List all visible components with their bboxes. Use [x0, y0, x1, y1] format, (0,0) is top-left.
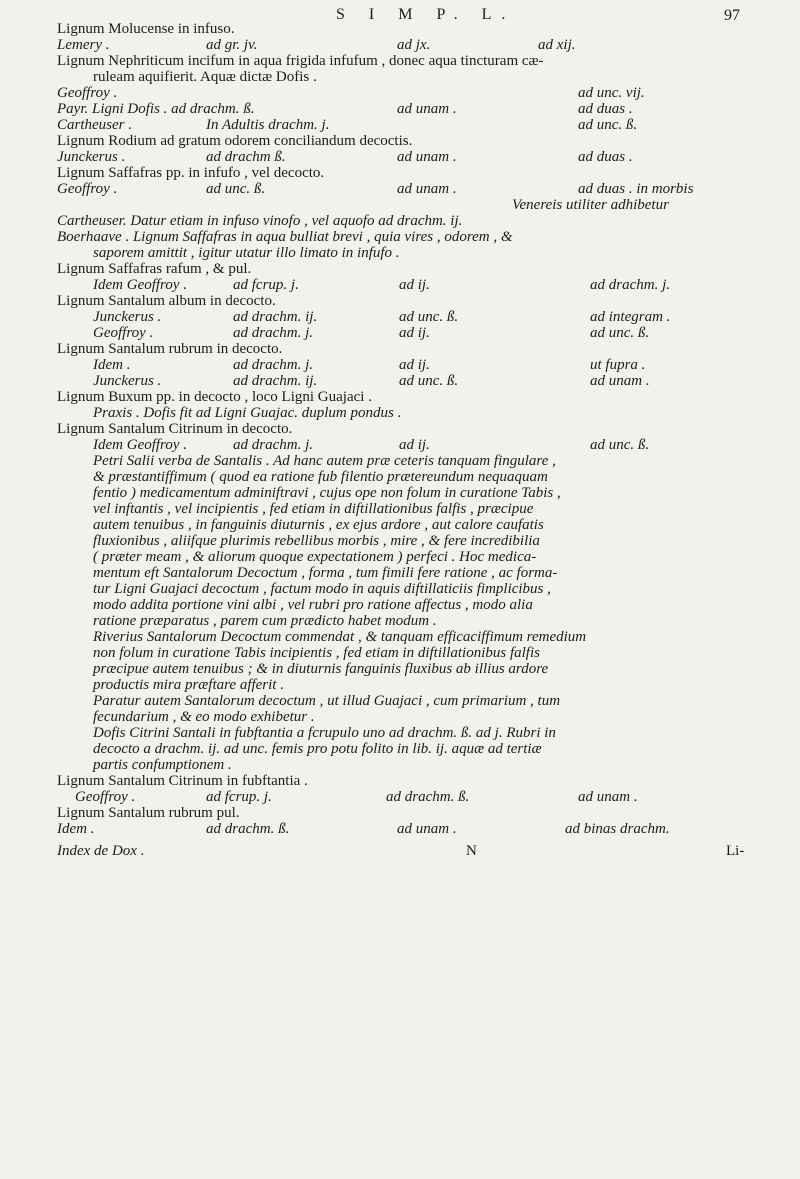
text-line: Petri Salii verba de Santalis . Ad hanc autem præ ceteris tanquam fingulare , — [93, 453, 556, 469]
text-line: ad drachm. ij. — [233, 373, 318, 389]
text-line: ad drachm. ij. — [233, 309, 318, 325]
text-line: Lemery . — [57, 37, 110, 53]
text-line: ad drachm. ß. — [206, 821, 290, 837]
text-line: Lignum Santalum rubrum pul. — [57, 805, 240, 821]
text-line: præcipue autem tenuibus ; & in diuturnis fanguinis fluxibus ab illius ardore — [93, 661, 549, 677]
text-line: ad unam . — [397, 181, 457, 197]
text-line: Cartheuser . — [57, 117, 132, 133]
text-line: mentum eft Santalorum Decoctum , forma , tum fimili fere ratione , ac forma- — [93, 565, 558, 581]
text-line: ad fcrup. j. — [233, 277, 299, 293]
text-line: ad unc. ß. — [590, 437, 650, 453]
text-line: In Adultis drachm. j. — [206, 117, 330, 133]
text-line: ad duas . in morbis — [578, 181, 694, 197]
text-line: Praxis . Dofis fit ad Ligni Guajac. duplum pondus . — [93, 405, 402, 421]
text-line: Lignum Saffafras rafum , & pul. — [57, 261, 252, 277]
text-line: Payr. Ligni Dofis . ad drachm. ß. — [57, 101, 255, 117]
text-line: Boerhaave . Lignum Saffafras in aqua bulliat brevi , quia vires , odorem , & — [57, 229, 513, 245]
text-line: ratione præparatus , parem cum prædicto habet modum . — [93, 613, 437, 629]
text-line: ad ij. — [399, 437, 430, 453]
text-line: ad unam . — [590, 373, 650, 389]
text-line: ut fupra . — [590, 357, 646, 373]
running-head: S I M P. L. — [336, 6, 516, 23]
text-line: ad duas . — [578, 149, 633, 165]
text-line: modo addita portione vini albi , vel rubri pro ratione affectus , modo alia — [93, 597, 533, 613]
text-line: Junckerus . — [93, 309, 162, 325]
text-line: Lignum Santalum rubrum in decocto. — [57, 341, 283, 357]
text-line: Lignum Nephriticum incifum in aqua frigida infufum , donec aqua tincturam cæ- — [57, 53, 544, 69]
text-line: ad drachm. ß. — [386, 789, 470, 805]
text-line: tur Ligni Guajaci decoctum , factum modo in aquis diftillaticiis fimplicibus , — [93, 581, 551, 597]
text-line: Riverius Santalorum Decoctum commendat , & tanquam efficaciffimum remedium — [93, 629, 587, 645]
text-line: Paratur autem Santalorum decoctum , ut illud Guajaci , cum primarium , tum — [93, 693, 561, 709]
text-line: Junckerus . — [57, 149, 126, 165]
text-line: Geoffroy . — [57, 181, 118, 197]
text-line: autem tenuibus , in fanguinis diuturnis , ex ejus ardore , aut calore caufatis — [93, 517, 544, 533]
text-line: ad jx. — [397, 37, 431, 53]
text-line: ad drachm. j. — [233, 325, 313, 341]
text-line: ad unc. vij. — [578, 85, 645, 101]
text-line: & præstantiffimum ( quod ea ratione fub filentio prætereundum nequaquam — [93, 469, 548, 485]
footer-title: Index de Dox . — [57, 843, 145, 859]
text-line: fluxionibus , aliifque plurimis rebellibus morbis , mire , & fere incredibilia — [93, 533, 540, 549]
text-line: ad xij. — [538, 37, 576, 53]
text-line: ad fcrup. j. — [206, 789, 272, 805]
text-line: ad duas . — [578, 101, 633, 117]
text-line: ad drachm. j. — [590, 277, 670, 293]
text-line: ad binas drachm. — [565, 821, 670, 837]
text-line: ruleam aquifierit. Aquæ dictæ Dofis . — [93, 69, 317, 85]
text-line: Lignum Rodium ad gratum odorem conciliandum decoctis. — [57, 133, 413, 149]
text-line: ad ij. — [399, 325, 430, 341]
text-line: Geoffroy . — [75, 789, 136, 805]
text-line: productis mira præftare afferit . — [93, 677, 284, 693]
text-line: Idem Geoffroy . — [93, 437, 187, 453]
text-line: ad unc. ß. — [206, 181, 266, 197]
text-line: ad unc. ß. — [578, 117, 638, 133]
signature-mark: N — [466, 843, 477, 859]
text-line: Lignum Molucense in infuso. — [57, 21, 235, 37]
text-line: ad unam . — [397, 149, 457, 165]
text-line: ( præter meam , & aliorum quoque expectationem ) perfeci . Hoc medica- — [93, 549, 537, 565]
text-line: ad integram . — [590, 309, 671, 325]
text-line: ad unam . — [397, 821, 457, 837]
text-line: ad unc. ß. — [399, 373, 459, 389]
text-line: Lignum Buxum pp. in decocto , loco Ligni Guajaci . — [57, 389, 372, 405]
text-line: fecundarium , & eo modo exhibetur . — [93, 709, 315, 725]
text-line: saporem amittit , igitur utatur illo limato in infufo . — [93, 245, 400, 261]
text-line: ad unam . — [578, 789, 638, 805]
text-line: Venereis utiliter adhibetur — [512, 197, 669, 213]
text-line: Idem Geoffroy . — [93, 277, 187, 293]
text-line: ad unam . — [397, 101, 457, 117]
text-line: non folum in curatione Tabis incipientis , fed etiam in diftillationibus falfis — [93, 645, 540, 661]
text-line: decocto a drachm. ij. ad unc. femis pro potu folito in lib. ij. aquæ ad tertiæ — [93, 741, 542, 757]
text-line: Junckerus . — [93, 373, 162, 389]
text-line: vel inftantis , vel incipientis , fed etiam in diftillationibus falfis , præcipue — [93, 501, 534, 517]
text-line: Idem . — [93, 357, 131, 373]
text-line: Lignum Santalum album in decocto. — [57, 293, 276, 309]
text-line: ad unc. ß. — [590, 325, 650, 341]
text-line: fentio ) medicamentum adminiftravi , cujus ope non folum in curatione Tabis , — [93, 485, 561, 501]
text-line: Idem . — [57, 821, 95, 837]
text-line: Dofis Citrini Santali in fubftantia a fcrupulo uno ad drachm. ß. ad j. Rubri in — [93, 725, 556, 741]
text-line: partis confumptionem . — [93, 757, 232, 773]
text-line: ad drachm. j. — [233, 357, 313, 373]
text-line: ad drachm. j. — [233, 437, 313, 453]
page-number: 97 — [724, 7, 740, 24]
text-line: ad unc. ß. — [399, 309, 459, 325]
text-line: Lignum Santalum Citrinum in fubftantia . — [57, 773, 308, 789]
text-line: Geoffroy . — [57, 85, 118, 101]
text-line: Cartheuser. Datur etiam in infuso vinofo , vel aquofo ad drachm. ij. — [57, 213, 463, 229]
text-line: ad ij. — [399, 277, 430, 293]
text-line: Geoffroy . — [93, 325, 154, 341]
text-line: Lignum Saffafras pp. in infufo , vel decocto. — [57, 165, 325, 181]
text-line: ad drachm ß. — [206, 149, 286, 165]
text-line: ad ij. — [399, 357, 430, 373]
catchword: Li- — [726, 843, 745, 859]
text-line: Lignum Santalum Citrinum in decocto. — [57, 421, 293, 437]
text-line: ad gr. jv. — [206, 37, 258, 53]
